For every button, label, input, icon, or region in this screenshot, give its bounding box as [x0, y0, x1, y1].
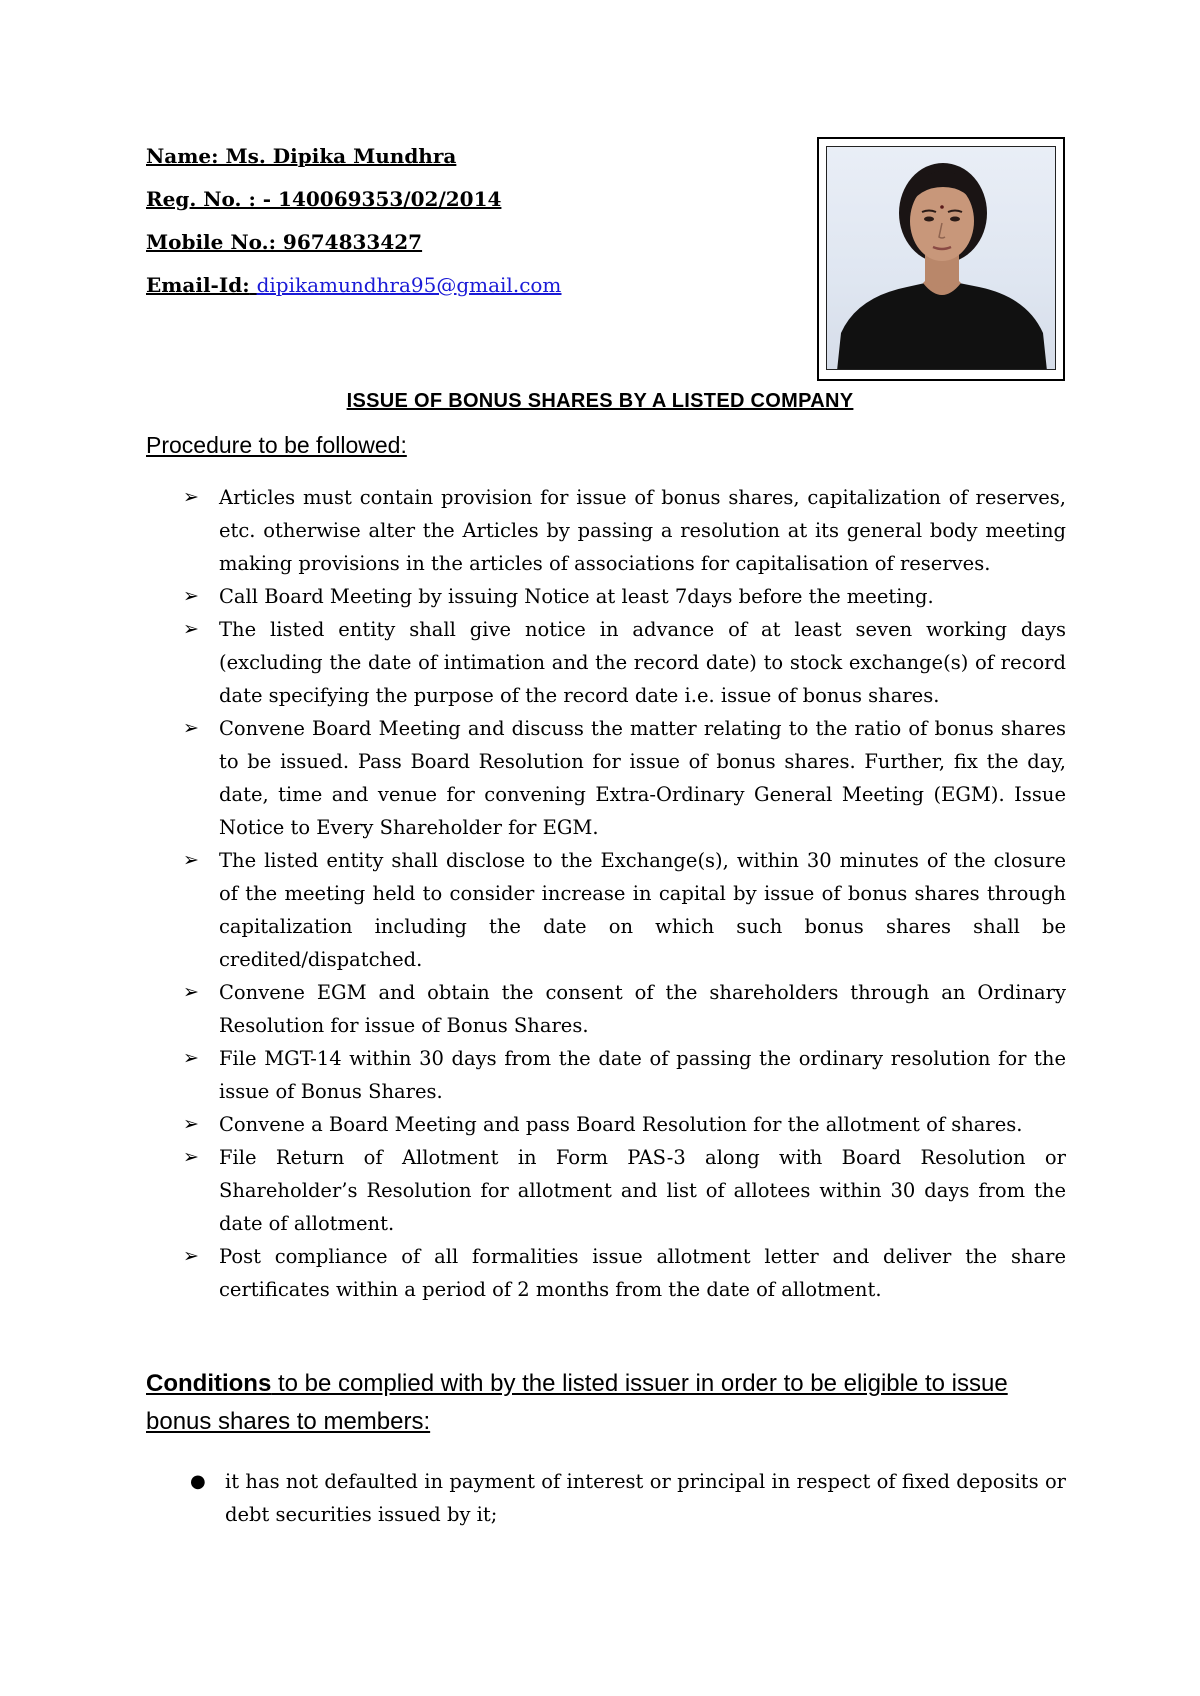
arrow-bullet-icon: ➢: [183, 1113, 199, 1135]
conditions-heading: [146, 1365, 1066, 1441]
procedure-step-text: The listed entity shall give notice in advance of at least seven working days (excluding the date of intimation and the record date) to stock exchange(s) of record date specifying the purpose of the record date i.e. issue of bonus shares.: [219, 618, 1066, 707]
procedure-step: [146, 613, 1066, 712]
applicant-photo-frame: [817, 137, 1065, 381]
arrow-bullet-icon: ➢: [183, 486, 199, 508]
conditions-heading-bold: Conditions: [146, 1370, 272, 1397]
person-photo-icon: [826, 146, 1056, 370]
arrow-bullet-icon: ➢: [183, 1047, 199, 1069]
bullet-dot-icon: ●: [190, 1471, 206, 1492]
procedure-step: [146, 712, 1066, 844]
arrow-bullet-icon: ➢: [183, 981, 199, 1003]
procedure-step-text: The listed entity shall disclose to the Exchange(s), within 30 minutes of the closure of the meeting held to consider increase in capital by issue of bonus shares through capitalization including the date on which such bonus shares shall be credited/dispatched.: [219, 849, 1066, 971]
email-link[interactable]: dipikamundhra95@gmail.com: [256, 273, 562, 297]
procedure-steps-list: [146, 481, 1066, 1306]
arrow-bullet-icon: ➢: [183, 1245, 199, 1267]
procedure-step: [146, 976, 1066, 1042]
procedure-step: [146, 1108, 1066, 1141]
arrow-bullet-icon: ➢: [183, 585, 199, 607]
procedure-step-text: File Return of Allotment in Form PAS-3 along with Board Resolution or Shareholder’s Resolution for allotment and list of allotees within 30 days from the date of allotment.: [219, 1146, 1066, 1235]
procedure-step: [146, 1141, 1066, 1240]
procedure-step-text: Convene EGM and obtain the consent of the shareholders through an Ordinary Resolution for issue of Bonus Shares.: [219, 981, 1066, 1037]
mobile-number: Mobile No.: 9674833427: [146, 230, 423, 254]
registration-number: Reg. No. : - 140069353/02/2014: [146, 187, 502, 211]
procedure-step: [146, 1240, 1066, 1306]
procedure-step: [146, 844, 1066, 976]
procedure-step-text: Articles must contain provision for issue of bonus shares, capitalization of reserves, etc. otherwise alter the Articles by passing a resolution at its general body meeting making provisions in the articles of associations for capitalisation of reserves.: [219, 486, 1066, 575]
condition-item: [146, 1465, 1066, 1531]
arrow-bullet-icon: ➢: [183, 618, 199, 640]
conditions-heading-rest: to be complied with by the listed issuer in order to be eligible to issue bonus shares to members:: [146, 1370, 1008, 1435]
document-title: ISSUE OF BONUS SHARES BY A LISTED COMPANY: [346, 390, 854, 412]
arrow-bullet-icon: ➢: [183, 717, 199, 739]
procedure-step-text: Post compliance of all formalities issue allotment letter and deliver the share certificates within a period of 2 months from the date of allotment.: [219, 1245, 1066, 1301]
procedure-step: [146, 481, 1066, 580]
procedure-step-text: File MGT-14 within 30 days from the date of passing the ordinary resolution for the issue of Bonus Shares.: [219, 1047, 1066, 1103]
procedure-step-text: Call Board Meeting by issuing Notice at least 7days before the meeting.: [219, 585, 934, 608]
procedure-step-text: Convene a Board Meeting and pass Board Resolution for the allotment of shares.: [219, 1113, 1023, 1136]
email-label: Email-Id:: [146, 273, 250, 297]
arrow-bullet-icon: ➢: [183, 849, 199, 871]
condition-text: it has not defaulted in payment of interest or principal in respect of fixed deposits or debt securities issued by it;: [225, 1470, 1066, 1526]
procedure-step: [146, 1042, 1066, 1108]
applicant-name: Name: Ms. Dipika Mundhra: [146, 144, 457, 168]
applicant-header: [146, 143, 786, 315]
conditions-list: [146, 1465, 1066, 1531]
procedure-step: [146, 580, 1066, 613]
arrow-bullet-icon: ➢: [183, 1146, 199, 1168]
email-line: [146, 272, 786, 298]
procedure-step-text: Convene Board Meeting and discuss the matter relating to the ratio of bonus shares to be issued. Pass Board Resolution for issue of bonus shares. Further, fix the day, date, time and venue for convening Extra-Ordinary General Meeting (EGM). Issue Notice to Every Shareholder for EGM.: [219, 717, 1066, 839]
procedure-heading: Procedure to be followed:: [146, 432, 407, 458]
